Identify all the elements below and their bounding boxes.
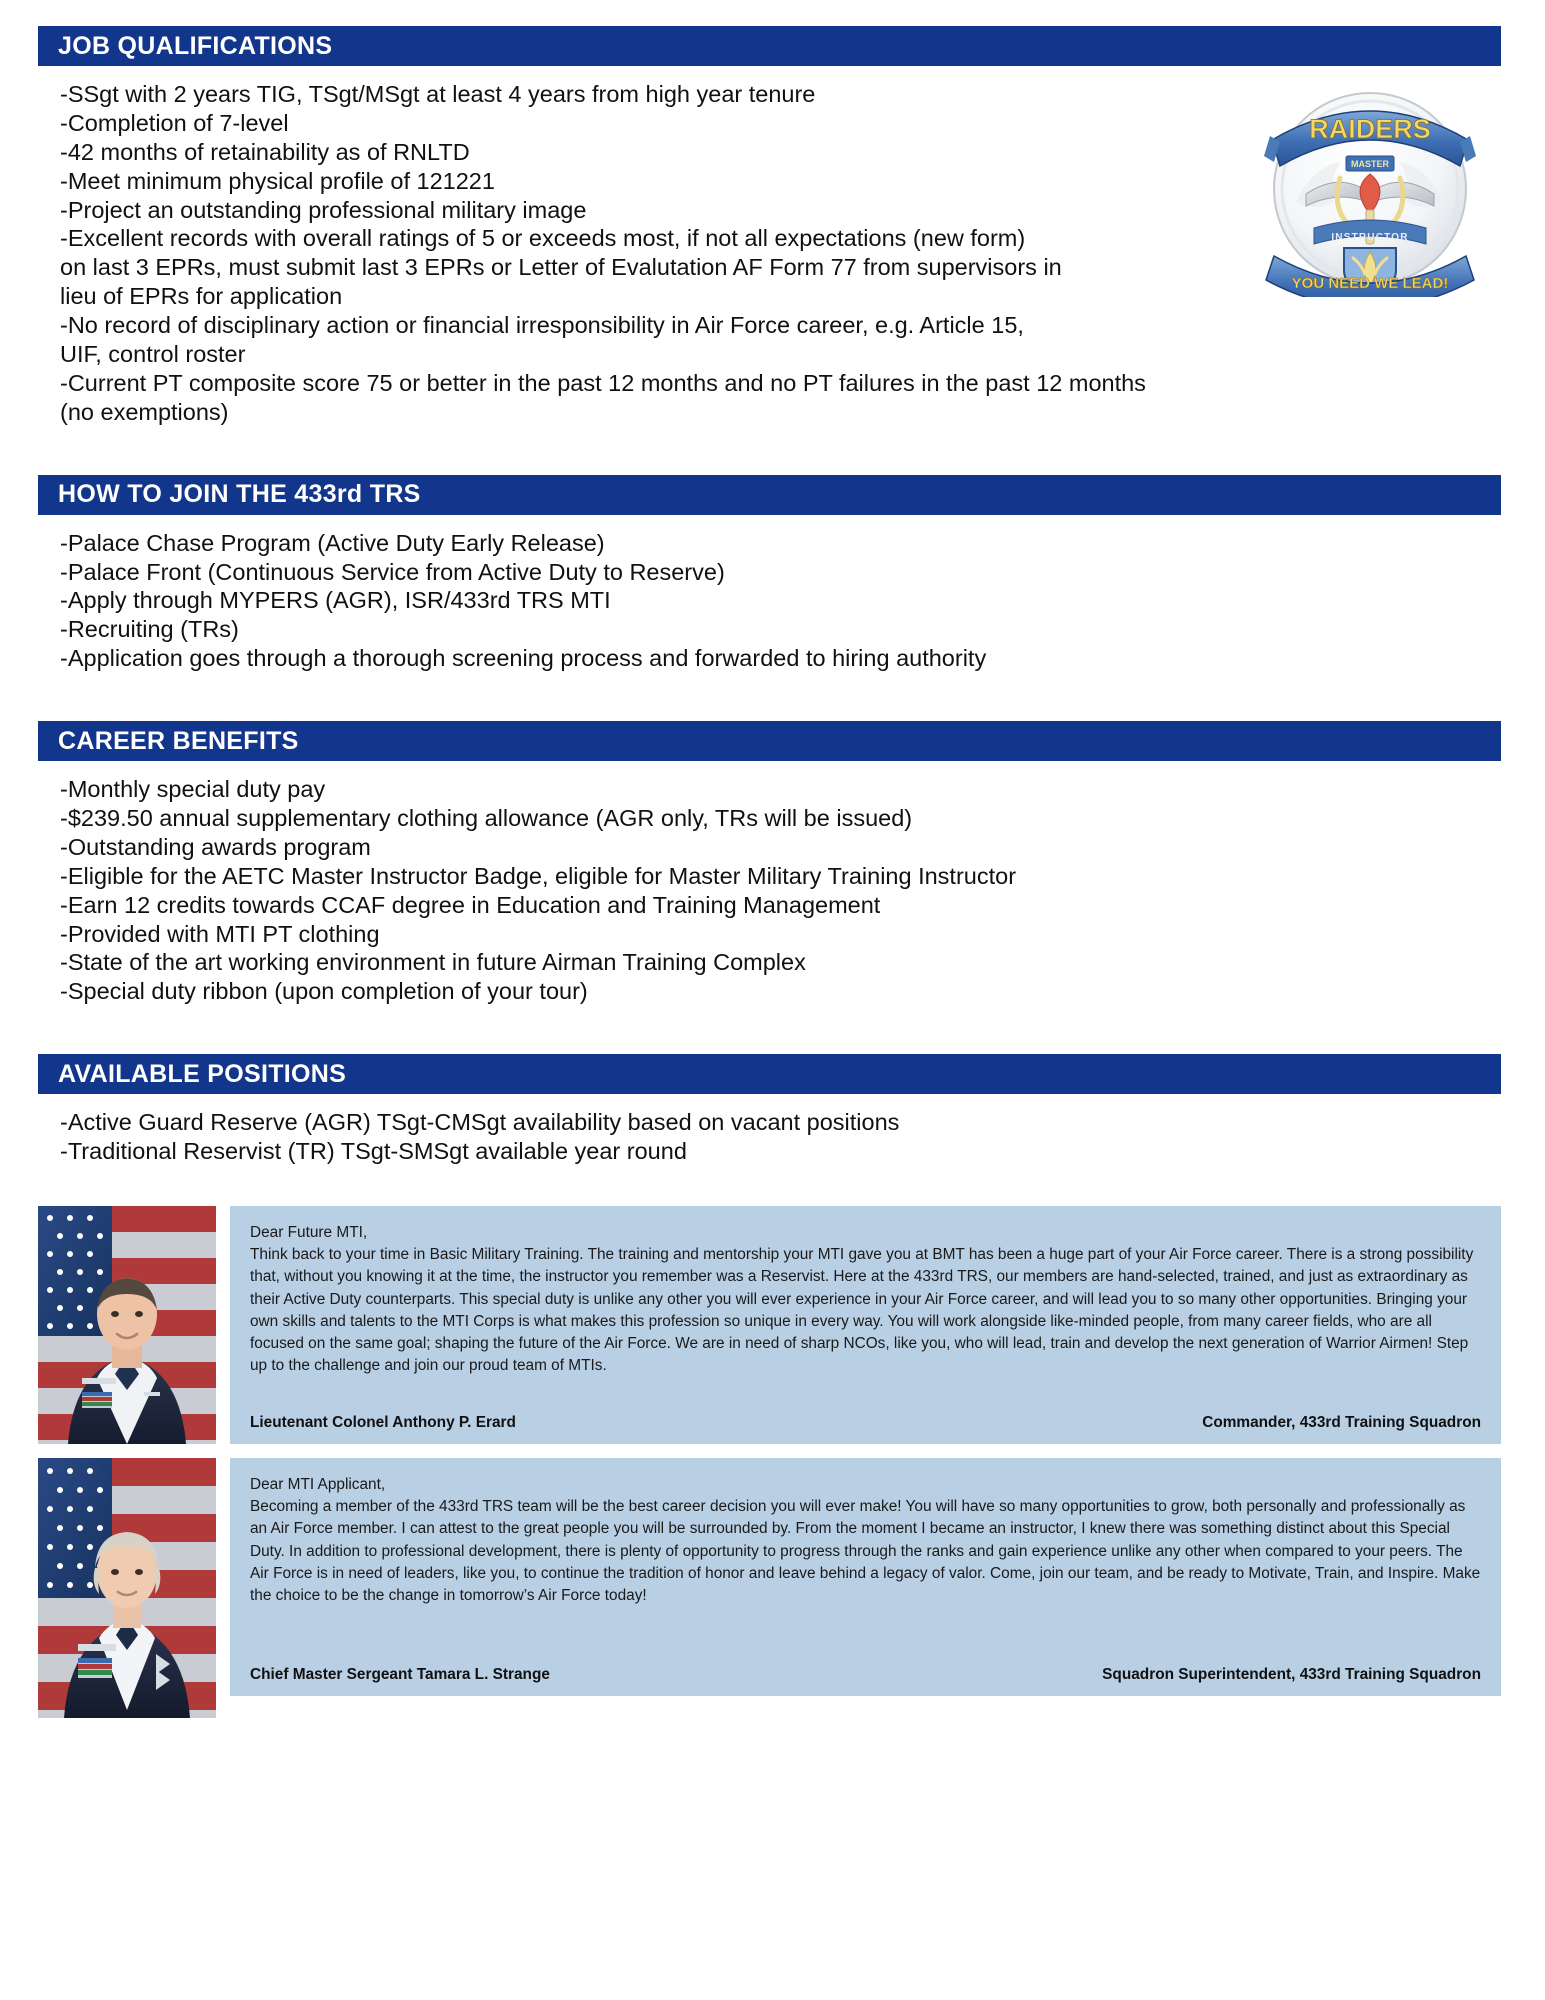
commander-letter-text — [250, 1222, 1481, 1377]
body-line: -SSgt with 2 years TIG, TSgt/MSgt at least 4 years from high year tenure — [60, 81, 816, 107]
superintendent-signature-row — [250, 1652, 1481, 1684]
body-line: -Eligible for the AETC Master Instructor Badge, eligible for Master Military Training Instructor — [60, 862, 1017, 889]
svg-text:MASTER: MASTER — [1351, 159, 1389, 169]
body-line: -Special duty ribbon (upon completion of your tour) — [60, 978, 588, 1005]
squadron-emblem — [1248, 82, 1484, 297]
section-title: HOW TO JOIN THE 433rd TRS — [58, 480, 421, 509]
body-line: UIF, control roster — [60, 341, 246, 368]
body-line: on last 3 EPRs, must submit last 3 EPRs or Letter of Evalutation AF Form 77 from supervisors in — [60, 254, 1062, 281]
section-body-how-to-join — [60, 529, 1501, 673]
body-line: (no exemptions) — [60, 398, 229, 425]
body-line: -Palace Chase Program (Active Duty Early Release) — [60, 529, 605, 556]
commander-signature-row — [250, 1400, 1481, 1432]
section-title: CAREER BENEFITS — [58, 726, 299, 755]
superintendent-letter-text — [250, 1474, 1481, 1607]
signature-title: Commander, 433rd Training Squadron — [1202, 1414, 1481, 1432]
body-line: -Apply through MYPERS (AGR), ISR/433rd TRS MTI — [60, 587, 611, 614]
superintendent-letter-row — [38, 1458, 1501, 1718]
superintendent-letter-box — [230, 1458, 1501, 1696]
body-line: -Provided with MTI PT clothing — [60, 920, 380, 947]
body-line: -Current PT composite score 75 or better in the past 12 months and no PT failures in the past 12 months — [60, 369, 1146, 396]
body-line: -Active Guard Reserve (AGR) TSgt-CMSgt availability based on vacant positions — [60, 1109, 900, 1136]
superintendent-portrait — [38, 1458, 216, 1718]
body-line: -Project an outstanding professional military image — [60, 196, 587, 223]
body-line: -Traditional Reservist (TR) TSgt-SMSgt available year round — [60, 1138, 687, 1165]
section-body-available-positions — [60, 1108, 1501, 1166]
body-line: lieu of EPRs for application — [60, 283, 343, 310]
svg-text:YOU NEED WE LEAD!: YOU NEED WE LEAD! — [1291, 275, 1449, 292]
signature-title: Squadron Superintendent, 433rd Training Squadron — [1102, 1666, 1481, 1684]
commander-letter-box — [230, 1206, 1501, 1444]
letter-salutation: Dear MTI Applicant, — [250, 1476, 386, 1494]
body-line: -$239.50 annual supplementary clothing allowance (AGR only, TRs will be issued) — [60, 805, 913, 832]
svg-text:RAIDERS: RAIDERS — [1309, 114, 1431, 144]
letter-body: Becoming a member of the 433rd TRS team will be the best career decision you will ever make! You will have so many opportunities to grow, both personally and professionally as an Air Force member. I can attest to the great people you will be surrounded by. From the moment I became an instructor, I knew there was something distinct about this Special Duty. In addition to professional development, there is plenty of opportunity to progress through the ranks and gain experience unlike any other when compared to your peers. The Air Force is in need of leaders, like you, to continue the tradition of honor and leave behind a legacy of valor. Come, join our team, and be ready to Motivate, Train, and Inspire. Make the choice to be the change in tomorrow’s Air Force today! — [250, 1498, 1481, 1604]
body-line: -Palace Front (Continuous Service from Active Duty to Reserve) — [60, 558, 725, 585]
section-header-job-qualifications — [38, 26, 1501, 66]
commander-letter-row — [38, 1206, 1501, 1444]
body-line: -Monthly special duty pay — [60, 776, 326, 803]
body-line: -Excellent records with overall ratings of 5 or exceeds most, if not all expectations (new form) — [60, 225, 1026, 252]
body-line: -Completion of 7-level — [60, 109, 289, 136]
body-line: -No record of disciplinary action or financial irresponsibility in Air Force career, e.g. Article 15, — [60, 312, 1024, 339]
section-header-career-benefits — [38, 721, 1501, 761]
section-header-how-to-join — [38, 475, 1501, 515]
section-body-career-benefits — [60, 775, 1501, 1006]
body-line: -Recruiting (TRs) — [60, 616, 239, 643]
signature-name: Lieutenant Colonel Anthony P. Erard — [250, 1414, 516, 1432]
section-title: JOB QUALIFICATIONS — [58, 31, 333, 60]
commander-portrait — [38, 1206, 216, 1444]
letter-body: Think back to your time in Basic Military Training. The training and mentorship your MTI gave you at BMT has been a huge part of your Air Force career. There is a strong possibility that, without you knowing it at the time, the instructor you remember was a Reservist. Here at the 433rd TRS, our members are hand-selected, trained, and just as extraordinary as their Active Duty counterparts. This special duty is unlike any other you will ever experience in your Air Force career, and will lead you to so many other opportunities. Bringing your own skills and talents to the MTI Corps is what makes this profession so unique in every way. You will work alongside like-minded people, from many career fields, who are all focused on the same goal; shaping the future of the Air Force. We are in need of sharp NCOs, like you, who will lead, train and develop the next generation of Warrior Airmen! Step up to the challenge and join our proud team of MTIs. — [250, 1246, 1474, 1375]
section-title: AVAILABLE POSITIONS — [58, 1059, 347, 1088]
body-line: -Application goes through a thorough screening process and forwarded to hiring authority — [60, 645, 987, 672]
body-line: -Meet minimum physical profile of 121221 — [60, 167, 495, 194]
body-line: -Outstanding awards program — [60, 833, 371, 860]
letter-salutation: Dear Future MTI, — [250, 1224, 368, 1242]
svg-text:INSTRUCTOR: INSTRUCTOR — [1331, 232, 1409, 243]
body-line: -42 months of retainability as of RNLTD — [60, 138, 470, 165]
signature-name: Chief Master Sergeant Tamara L. Strange — [250, 1666, 550, 1684]
body-line: -Earn 12 credits towards CCAF degree in Education and Training Management — [60, 891, 881, 918]
body-line: -State of the art working environment in future Airman Training Complex — [60, 949, 806, 976]
section-header-available-positions — [38, 1054, 1501, 1094]
